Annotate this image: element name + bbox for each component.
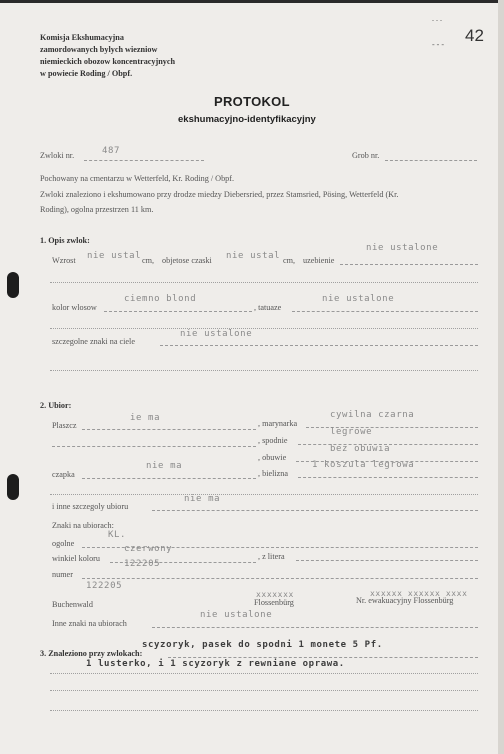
znaki-line [160, 345, 478, 346]
section3-heading: 3. Znaleziono przy zwlokach: [40, 649, 143, 658]
marynarka-label: , marynarka [258, 419, 298, 428]
czapka-line [82, 478, 256, 479]
uzebienie-label: uzebienie [303, 256, 335, 265]
kolor-label: kolor wlosow [52, 303, 97, 312]
znaleziono-przy-value-1: scyzoryk, pasek do spodni 1 monete 5 Pf. [142, 640, 383, 650]
wzrost-value: nie ustal [87, 251, 142, 261]
grob-line [385, 160, 477, 161]
znaki-value: nie ustalone [180, 329, 253, 339]
czapka-label: czapka [52, 470, 75, 479]
marynarka-value: cywilna czarna [330, 410, 415, 420]
section2-heading: 2. Ubior: [40, 401, 72, 410]
bielizna-label: , bielizna [258, 469, 289, 478]
top-edge [0, 0, 504, 3]
plaszcz-line [82, 429, 256, 430]
numer-value-1: 122205 [124, 559, 161, 569]
czapka-value: nie ma [146, 461, 183, 471]
kolor-value: ciemno blond [124, 294, 197, 304]
section3-line-4 [50, 710, 478, 711]
pochowany-text: Pochowany na cmentarzu w Wetterfeld, Kr. Roding / Obpf. [40, 174, 235, 183]
czaszka-value: nie ustal [226, 251, 281, 261]
znaleziono-przy-value-2: 1 lusterko, i 1 scyzoryk z rewniane oprawa. [86, 659, 345, 669]
section1-heading: 1. Opis zwlok: [40, 236, 90, 245]
wzrost-unit: cm, [142, 256, 155, 265]
corner-marks: . . . [432, 14, 442, 23]
nr-ewakuacyjny-label: Nr. ewakuacyjny Flossenbürg [356, 596, 454, 605]
numer-value-2: 122205 [86, 581, 123, 591]
obuwie-label: , obuwie [258, 453, 287, 462]
document-subtitle: ekshumacyjno-identyfikacyjny [178, 114, 316, 125]
spodnie-label: , spodnie [258, 436, 288, 445]
ogolne-label: ogolne [52, 539, 75, 548]
crossout-2: xxxxxx xxxxxx xxxx [370, 589, 468, 598]
spodnie-value: legrowe [330, 427, 373, 437]
znaki-na-ubiorach-label: Znaki na ubiorach: [52, 521, 114, 530]
section3-line-1 [168, 657, 478, 658]
ogolne-value: KL. [108, 530, 127, 540]
grob-label: Grob nr. [352, 151, 380, 160]
document-title: PROTOKOL [214, 94, 290, 109]
crossout-1: xxxxxxx [256, 590, 294, 599]
description-line-2 [50, 328, 478, 329]
znaki-label: szczegolne znaki na ciele [52, 337, 135, 346]
description-line-3 [50, 370, 478, 371]
winkiel-label: winkiel koloru [52, 554, 100, 563]
znaleziono-text-2: Roding), ogolna przestrzen 11 km. [40, 205, 154, 214]
tatuaze-label: , tatuaze [254, 303, 282, 312]
inne-znaki-value: nie ustalone [200, 610, 273, 620]
litera-label: , z litera [258, 552, 285, 561]
wzrost-label: Wzrost [52, 256, 76, 265]
bielizna-line [298, 477, 478, 478]
flossenburg-label: Flossenbürg [254, 598, 294, 607]
page-number: 42 [465, 26, 484, 45]
plaszcz-line-2 [52, 446, 256, 447]
zwloki-line [84, 160, 204, 161]
buchenwald-label: Buchenwald [52, 600, 93, 609]
uzebienie-line [340, 264, 478, 265]
inne-szczegoly-label: i inne szczegoly ubioru [52, 502, 129, 511]
winkiel-value: czerwony [124, 544, 173, 554]
uzebienie-value: nie ustalone [366, 243, 439, 253]
obuwie-value: bez obuwia [330, 444, 391, 454]
czaszka-unit: cm, [283, 256, 296, 265]
ubior-line-1 [50, 494, 478, 495]
kolor-line [104, 311, 252, 312]
punch-hole-bottom [7, 474, 19, 500]
description-line-1 [50, 282, 478, 283]
org-line-4: w powiecie Roding / Obpf. [40, 69, 133, 78]
inne-szczegoly-value: nie ma [184, 494, 221, 504]
section3-line-2 [50, 673, 478, 674]
tatuaze-line [292, 311, 478, 312]
znaleziono-text-1: Zwloki znaleziono i ekshumowano przy drodze miedzy Diebersried, przez Stamsried, Pösing, Wetterfeld (Kr. [40, 190, 399, 199]
tatuaze-value: nie ustalone [322, 294, 395, 304]
org-line-1: Komisja Ekshumacyjna [40, 33, 124, 42]
inne-szczegoly-line [152, 510, 478, 511]
plaszcz-value: ie ma [130, 413, 161, 423]
zwloki-value: 487 [102, 146, 121, 156]
plaszcz-label: Plaszcz [52, 421, 77, 430]
numer-label: numer [52, 570, 73, 579]
inne-znaki-line [152, 627, 478, 628]
inne-znaki-label: Inne znaki na ubiorach [52, 619, 127, 628]
punch-hole-top [7, 272, 19, 298]
czaszka-label: objetose czaski [162, 256, 212, 265]
litera-line [296, 560, 478, 561]
org-line-3: niemieckich obozow koncentracyjnych [40, 57, 176, 66]
bielizna-value: 1 koszula legrowa [312, 460, 415, 470]
zwloki-label: Zwloki nr. [40, 151, 75, 160]
section3-line-3 [50, 690, 478, 691]
right-edge [498, 0, 504, 754]
numer-line [82, 578, 478, 579]
org-line-2: zamordowanych bylych wiezniow [40, 45, 158, 54]
corner-dash: - - - [432, 40, 444, 49]
